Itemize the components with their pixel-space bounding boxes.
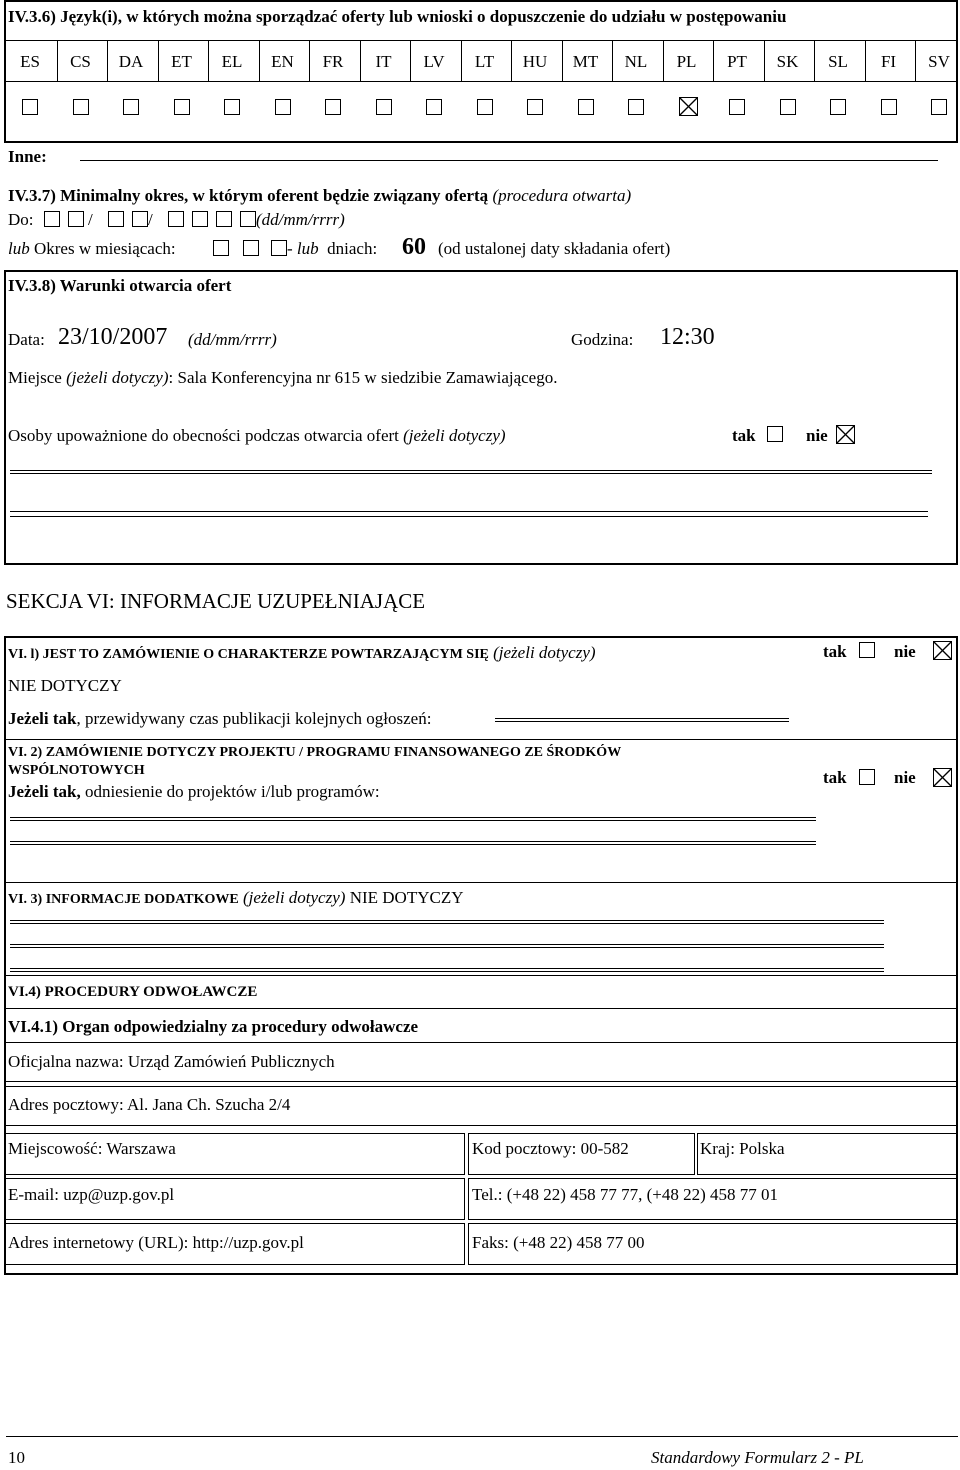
date-format-hint: (dd/mm/rrrr) (256, 210, 345, 229)
vi1-value: NIE DOTYCZY (8, 676, 122, 695)
page-number: 10 (8, 1448, 25, 1467)
persons-line-2 (10, 473, 932, 474)
days-row: - lub dniach: (287, 239, 378, 258)
language-checkbox-pt[interactable] (729, 99, 745, 115)
divider (4, 882, 958, 883)
time-label: Godzina: (571, 330, 634, 349)
section-iv37-title: IV.3.7) Minimalny okres, w którym oferent będzie związany ofertą (procedura otwarta) (8, 186, 632, 205)
months-box-3[interactable] (271, 240, 287, 256)
language-divider (158, 41, 159, 81)
vi1-ifyes-line-1 (495, 718, 789, 719)
vi2-title-line1: VI. 2) ZAMÓWIENIE DOTYCZY PROJEKTU / PROGRAMU FINANSOWANEGO ZE ŚRODKÓW (8, 745, 622, 760)
language-checkbox-sk[interactable] (780, 99, 796, 115)
language-checkbox-lt[interactable] (477, 99, 493, 115)
form-name: Standardowy Formularz 2 - PL (651, 1448, 864, 1467)
language-divider (461, 41, 462, 81)
language-label-mt: MT (572, 52, 599, 71)
vi3-line-5 (10, 968, 884, 969)
language-checkbox-sl[interactable] (830, 99, 846, 115)
telephone: Tel.: (+48 22) 458 77 77, (+48 22) 458 77 01 (472, 1185, 779, 1204)
language-label-fr: FR (322, 52, 344, 71)
vi3-line-1 (10, 920, 884, 921)
language-checkbox-fr[interactable] (325, 99, 341, 115)
vi2-line-1 (10, 817, 816, 818)
postal-address: Adres pocztowy: Al. Jana Ch. Szucha 2/4 (8, 1095, 291, 1114)
months-box-1[interactable] (213, 240, 229, 256)
postal-code: Kod pocztowy: 00-582 (472, 1139, 629, 1158)
divider (4, 975, 958, 976)
persons-nie-checkbox[interactable] (836, 425, 855, 444)
fax: Faks: (+48 22) 458 77 00 (472, 1233, 645, 1252)
persons-tak-label: tak (732, 426, 756, 445)
country: Kraj: Polska (700, 1139, 785, 1158)
language-divider (208, 41, 209, 81)
vi3-line-6 (10, 971, 884, 972)
language-label-sv: SV (928, 52, 950, 71)
language-checkbox-es[interactable] (22, 99, 38, 115)
vi2-line-3 (10, 841, 816, 842)
vi2-line-2 (10, 820, 816, 821)
language-divider (814, 41, 815, 81)
place-row: Miejsce (jeżeli dotyczy): Sala Konferencyjna nr 615 w siedzibie Zamawiającego. (8, 368, 558, 387)
section-vi-heading: SEKCJA VI: INFORMACJE UZUPEŁNIAJĄCE (6, 589, 426, 613)
date-value: 23/10/2007 (58, 324, 168, 350)
language-checkbox-fi[interactable] (881, 99, 897, 115)
vi3-line-4 (10, 947, 884, 948)
vi2-nie-label: nie (894, 768, 916, 787)
language-checkbox-da[interactable] (123, 99, 139, 115)
vi3-line-3 (10, 944, 884, 945)
vi2-title-line2: WSPÓLNOTOWYCH (8, 763, 145, 778)
date-label: Data: (8, 330, 45, 349)
vi2-line-4 (10, 844, 816, 845)
months-row: lub Okres w miesiącach: (8, 239, 176, 258)
language-label-es: ES (20, 52, 40, 71)
language-divider (713, 41, 714, 81)
other-language-label: Inne: (8, 147, 47, 166)
vi3-line-2 (10, 923, 884, 924)
language-checkbox-pl[interactable] (679, 97, 698, 116)
divider (4, 739, 958, 740)
language-divider (612, 41, 613, 81)
language-checkbox-et[interactable] (174, 99, 190, 115)
persons-nie-label: nie (806, 426, 828, 445)
date-digit-box[interactable] (44, 211, 60, 227)
language-divider (865, 41, 866, 81)
city: Miejscowość: Warszawa (8, 1139, 176, 1158)
section-iv38-title: IV.3.8) Warunki otwarcia ofert (8, 276, 232, 295)
language-label-cs: CS (70, 52, 91, 71)
other-language-line (80, 160, 938, 161)
days-note: (od ustalonej daty składania ofert) (438, 239, 671, 258)
language-label-pl: PL (676, 52, 697, 71)
language-divider (764, 41, 765, 81)
section-iv36-title: IV.3.6) Język(i), w których można sporządzać oferty lub wnioski o dopuszczenie do udziału w postępowaniu (8, 7, 787, 26)
persons-line-3 (10, 511, 928, 512)
date-digit-box[interactable] (216, 211, 232, 227)
persons-line-4 (10, 516, 928, 517)
vi1-ifyes-line-2 (495, 721, 789, 722)
official-name: Oficjalna nazwa: Urząd Zamówień Publicznych (8, 1052, 335, 1071)
language-checkbox-it[interactable] (376, 99, 392, 115)
language-divider (562, 41, 563, 81)
language-divider (663, 41, 664, 81)
vi1-nie-checkbox[interactable] (933, 641, 952, 660)
vi2-ifyes: Jeżeli tak, odniesienie do projektów i/lub programów: (8, 782, 380, 801)
do-label: Do: (8, 210, 34, 229)
vi2-nie-checkbox[interactable] (933, 768, 952, 787)
language-label-hu: HU (522, 52, 548, 71)
vi2-tak-label: tak (823, 768, 847, 787)
date-format: (dd/mm/rrrr) (188, 330, 277, 349)
website-url: Adres internetowy (URL): http://uzp.gov.pl (8, 1233, 304, 1252)
language-label-lt: LT (474, 52, 495, 71)
language-checkbox-nl[interactable] (628, 99, 644, 115)
language-divider (259, 41, 260, 81)
date-digit-box[interactable] (192, 211, 208, 227)
email: E-mail: uzp@uzp.gov.pl (8, 1185, 175, 1204)
date-digit-box[interactable] (132, 211, 148, 227)
language-checkbox-sv[interactable] (931, 99, 947, 115)
vi2-tak-checkbox[interactable] (859, 769, 875, 785)
persons-row: Osoby upoważnione do obecności podczas otwarcia ofert (jeżeli dotyczy) (8, 426, 506, 445)
language-checkbox-en[interactable] (275, 99, 291, 115)
language-divider (107, 41, 108, 81)
language-label-en: EN (271, 52, 294, 71)
vi1-tak-checkbox[interactable] (859, 642, 875, 658)
time-value: 12:30 (660, 324, 715, 350)
days-value: 60 (402, 234, 426, 260)
language-checkbox-hu[interactable] (527, 99, 543, 115)
date-separator: / (88, 210, 93, 229)
date-separator: / (148, 210, 153, 229)
language-checkbox-lv[interactable] (426, 99, 442, 115)
language-label-da: DA (118, 52, 144, 71)
persons-line-1 (10, 470, 932, 471)
language-label-pt: PT (727, 52, 747, 71)
persons-tak-checkbox[interactable] (767, 426, 783, 442)
language-divider (410, 41, 411, 81)
language-label-el: EL (221, 52, 243, 71)
vi4-title: VI.4) PROCEDURY ODWOŁAWCZE (8, 984, 258, 1000)
language-label-sk: SK (776, 52, 799, 71)
vi41-title: VI.4.1) Organ odpowiedzialny za procedury odwoławcze (8, 1017, 419, 1036)
months-box-2[interactable] (243, 240, 259, 256)
language-checkbox-cs[interactable] (73, 99, 89, 115)
language-label-lv: LV (423, 52, 445, 71)
divider (4, 81, 958, 82)
language-label-sl: SL (828, 52, 848, 71)
footer-rule (6, 1436, 958, 1437)
date-digit-box[interactable] (240, 211, 256, 227)
language-label-et: ET (171, 52, 192, 71)
language-label-nl: NL (624, 52, 648, 71)
language-divider (511, 41, 512, 81)
language-divider (915, 41, 916, 81)
section-iv38-box (4, 270, 958, 565)
language-divider (309, 41, 310, 81)
vi1-ifyes: Jeżeli tak, przewidywany czas publikacji kolejnych ogłoszeń: (8, 709, 432, 728)
date-digit-box[interactable] (68, 211, 84, 227)
language-label-fi: FI (880, 52, 897, 71)
language-divider (360, 41, 361, 81)
language-label-it: IT (375, 52, 392, 71)
language-divider (57, 41, 58, 81)
language-checkbox-mt[interactable] (578, 99, 594, 115)
vi1-title: VI. l) JEST TO ZAMÓWIENIE O CHARAKTERZE POWTARZAJĄCYM SIĘ (jeżeli dotyczy) (8, 643, 596, 662)
date-digit-box[interactable] (168, 211, 184, 227)
divider (4, 1008, 958, 1009)
date-digit-box[interactable] (108, 211, 124, 227)
vi3-title: VI. 3) INFORMACJE DODATKOWE (jeżeli dotyczy) NIE DOTYCZY (8, 888, 464, 907)
language-checkbox-el[interactable] (224, 99, 240, 115)
vi1-tak-label: tak (823, 642, 847, 661)
vi1-nie-label: nie (894, 642, 916, 661)
